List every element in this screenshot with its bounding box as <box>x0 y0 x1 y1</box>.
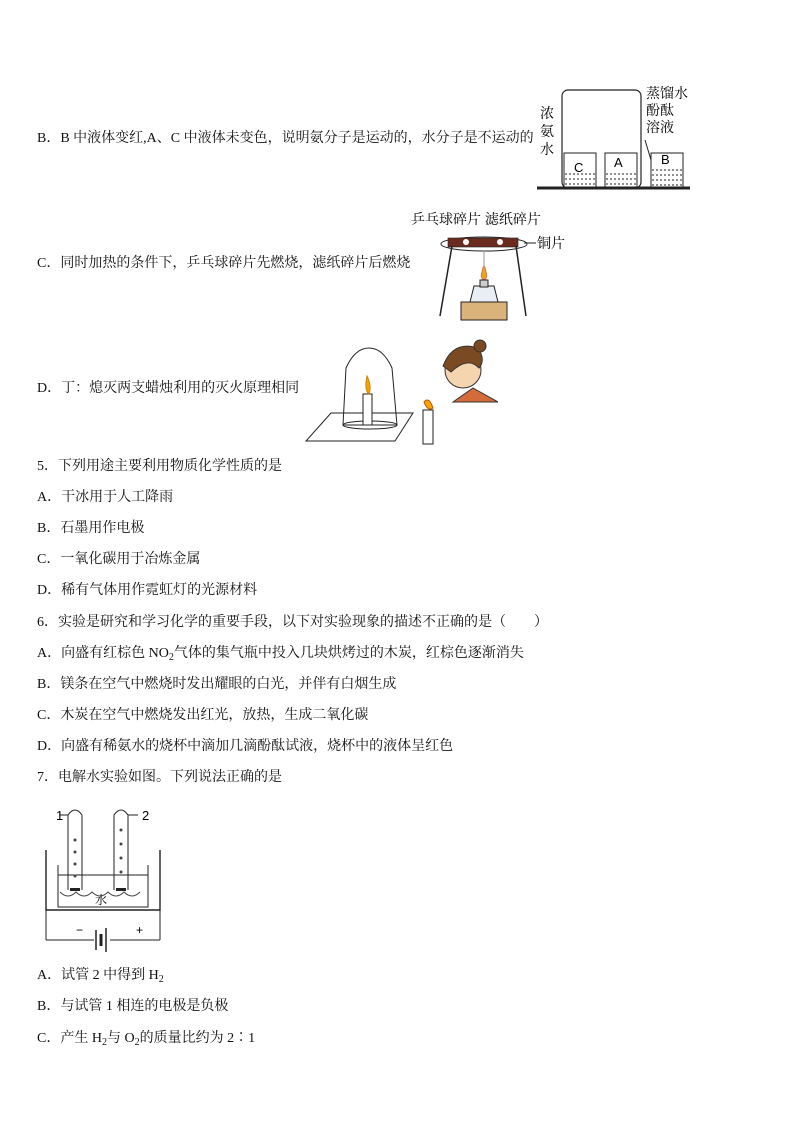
combustion-figure <box>408 208 578 323</box>
label-solution: 溶液 <box>646 119 674 135</box>
q6-stem: 6．实验是研究和学习化学的重要手段，以下对实验现象的描述不正确的是（ ） <box>37 615 548 630</box>
electrolysis-figure <box>38 800 168 960</box>
q5-stem: 5．下列用途主要利用物质化学性质的是 <box>37 459 282 474</box>
q6-option-d: D．向盛有稀氨水的烧杯中滴加几滴酚酞试液，烧杯中的液体呈红色 <box>37 739 454 754</box>
q7-option-b: B．与试管 1 相连的电极是负极 <box>37 999 229 1014</box>
water-label: 水 <box>95 893 108 907</box>
ammonia-diffusion-figure <box>535 80 695 192</box>
positive-label: + <box>136 923 144 937</box>
tube-1-label: 1 <box>56 808 64 823</box>
candle-extinguish-figure <box>303 328 498 446</box>
beaker-b-label: B <box>661 152 670 167</box>
q5-option-d: D．稀有气体用作霓虹灯的光源材料 <box>37 583 258 598</box>
negative-label: − <box>76 923 84 937</box>
q5-option-b: B．石墨用作电极 <box>37 521 145 536</box>
beaker-c-label: C <box>574 160 584 175</box>
label-pingpong-filter: 乒乓球碎片 滤纸碎片 <box>411 211 541 227</box>
beaker-a-label: A <box>614 155 623 170</box>
label-concentrated: 浓 <box>540 105 554 121</box>
label-distilled-water: 蒸馏水 <box>646 85 688 101</box>
q4-option-b: B．B 中液体变红,A、C 中液体未变色，说明氨分子是运动的，水分子是不运动的 <box>37 131 534 146</box>
label-ammonia: 氨 <box>540 123 554 139</box>
q5-option-c: C．一氧化碳用于冶炼金属 <box>37 552 201 567</box>
q4-option-c: C．同时加热的条件下，乒乓球碎片先燃烧，滤纸碎片后燃烧 <box>37 256 411 271</box>
q4-option-d: D．丁：熄灭两支蜡烛利用的灭火原理相同 <box>37 381 300 396</box>
q6-option-b: B．镁条在空气中燃烧时发出耀眼的白光，并伴有白烟生成 <box>37 677 397 692</box>
q6-option-c: C．木炭在空气中燃烧发出红光，放热，生成二氧化碳 <box>37 708 369 723</box>
q5-option-a: A．干冰用于人工降雨 <box>37 490 174 505</box>
label-phenolphthalein: 酚酞 <box>646 102 674 118</box>
label-copper-sheet: 铜片 <box>537 235 565 251</box>
q7-option-a: A．试管 2 中得到 $H_2$ <box>37 968 164 985</box>
q7-option-c: C．产生 $H_2$与 $O_2$的质量比约为 2∶1 <box>37 1031 256 1048</box>
q6-option-a: A．向盛有红棕色 $NO_2$气体的集气瓶中投入几块烘烤过的木炭，红棕色逐渐消失 <box>37 646 524 663</box>
tube-2-label: 2 <box>142 808 150 823</box>
q7-stem: 7．电解水实验如图。下列说法正确的是 <box>37 770 282 785</box>
label-water: 水 <box>540 141 554 157</box>
